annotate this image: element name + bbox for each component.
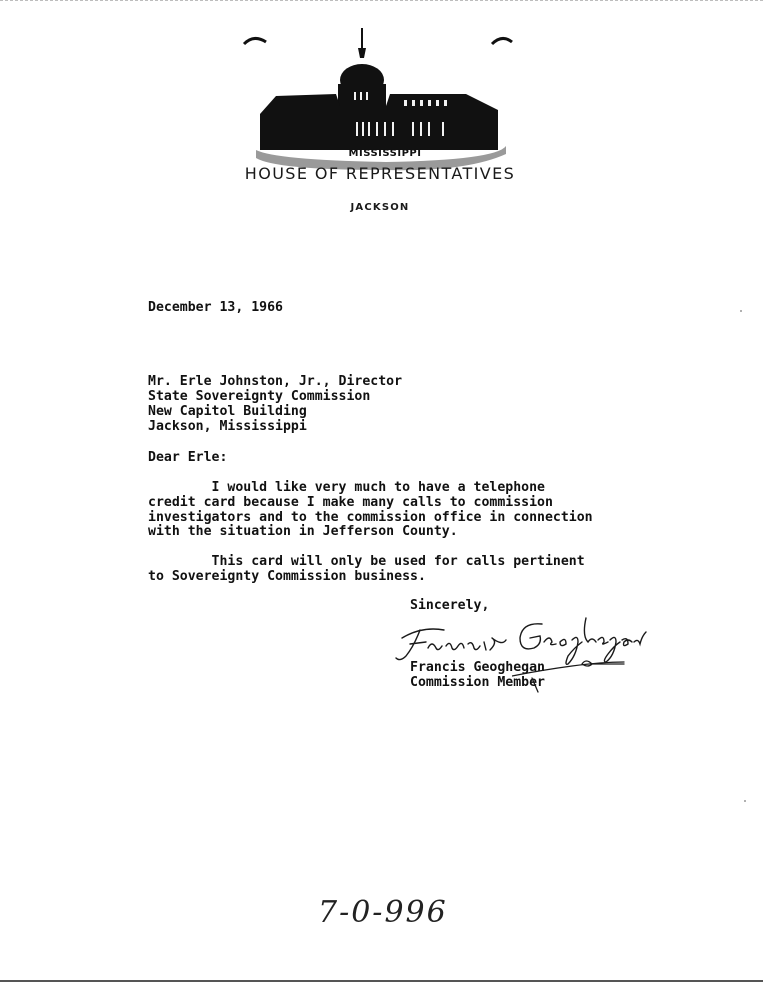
body-line: I would like very much to have a telephone	[148, 480, 545, 495]
recipient-line: New Capitol Building	[148, 404, 307, 419]
closing: Sincerely,	[410, 598, 490, 613]
salutation: Dear Erle:	[148, 450, 228, 465]
recipient-line: State Sovereignty Commission	[148, 389, 371, 404]
letter-date: December 13, 1966	[148, 300, 283, 315]
body-line: This card will only be used for calls pertinent	[148, 554, 585, 569]
page-top-edge	[0, 0, 763, 4]
body-line: with the situation in Jefferson County.	[148, 524, 458, 539]
letterhead-title: HOUSE OF REPRESENTATIVES	[244, 164, 516, 183]
scan-speck	[744, 800, 746, 802]
seal-text: MISSISSIPPI	[348, 148, 422, 159]
body-line: to Sovereignty Commission business.	[148, 569, 426, 584]
signature-flourish	[512, 658, 632, 698]
body-line: investigators and to the commission office in connection	[148, 510, 593, 525]
handwritten-file-number: 7-0-996	[318, 895, 448, 930]
signer-title: Commission Member	[410, 675, 545, 690]
recipient-line: Jackson, Mississippi	[148, 419, 307, 434]
body-line: credit card because I make many calls to commission	[148, 495, 553, 510]
page-bottom-edge	[0, 980, 763, 982]
scan-speck	[740, 310, 742, 312]
signer-name: Francis Geoghegan	[410, 660, 545, 675]
letterhead-city: JACKSON	[350, 202, 410, 213]
recipient-line: Mr. Erle Johnston, Jr., Director	[148, 374, 403, 389]
